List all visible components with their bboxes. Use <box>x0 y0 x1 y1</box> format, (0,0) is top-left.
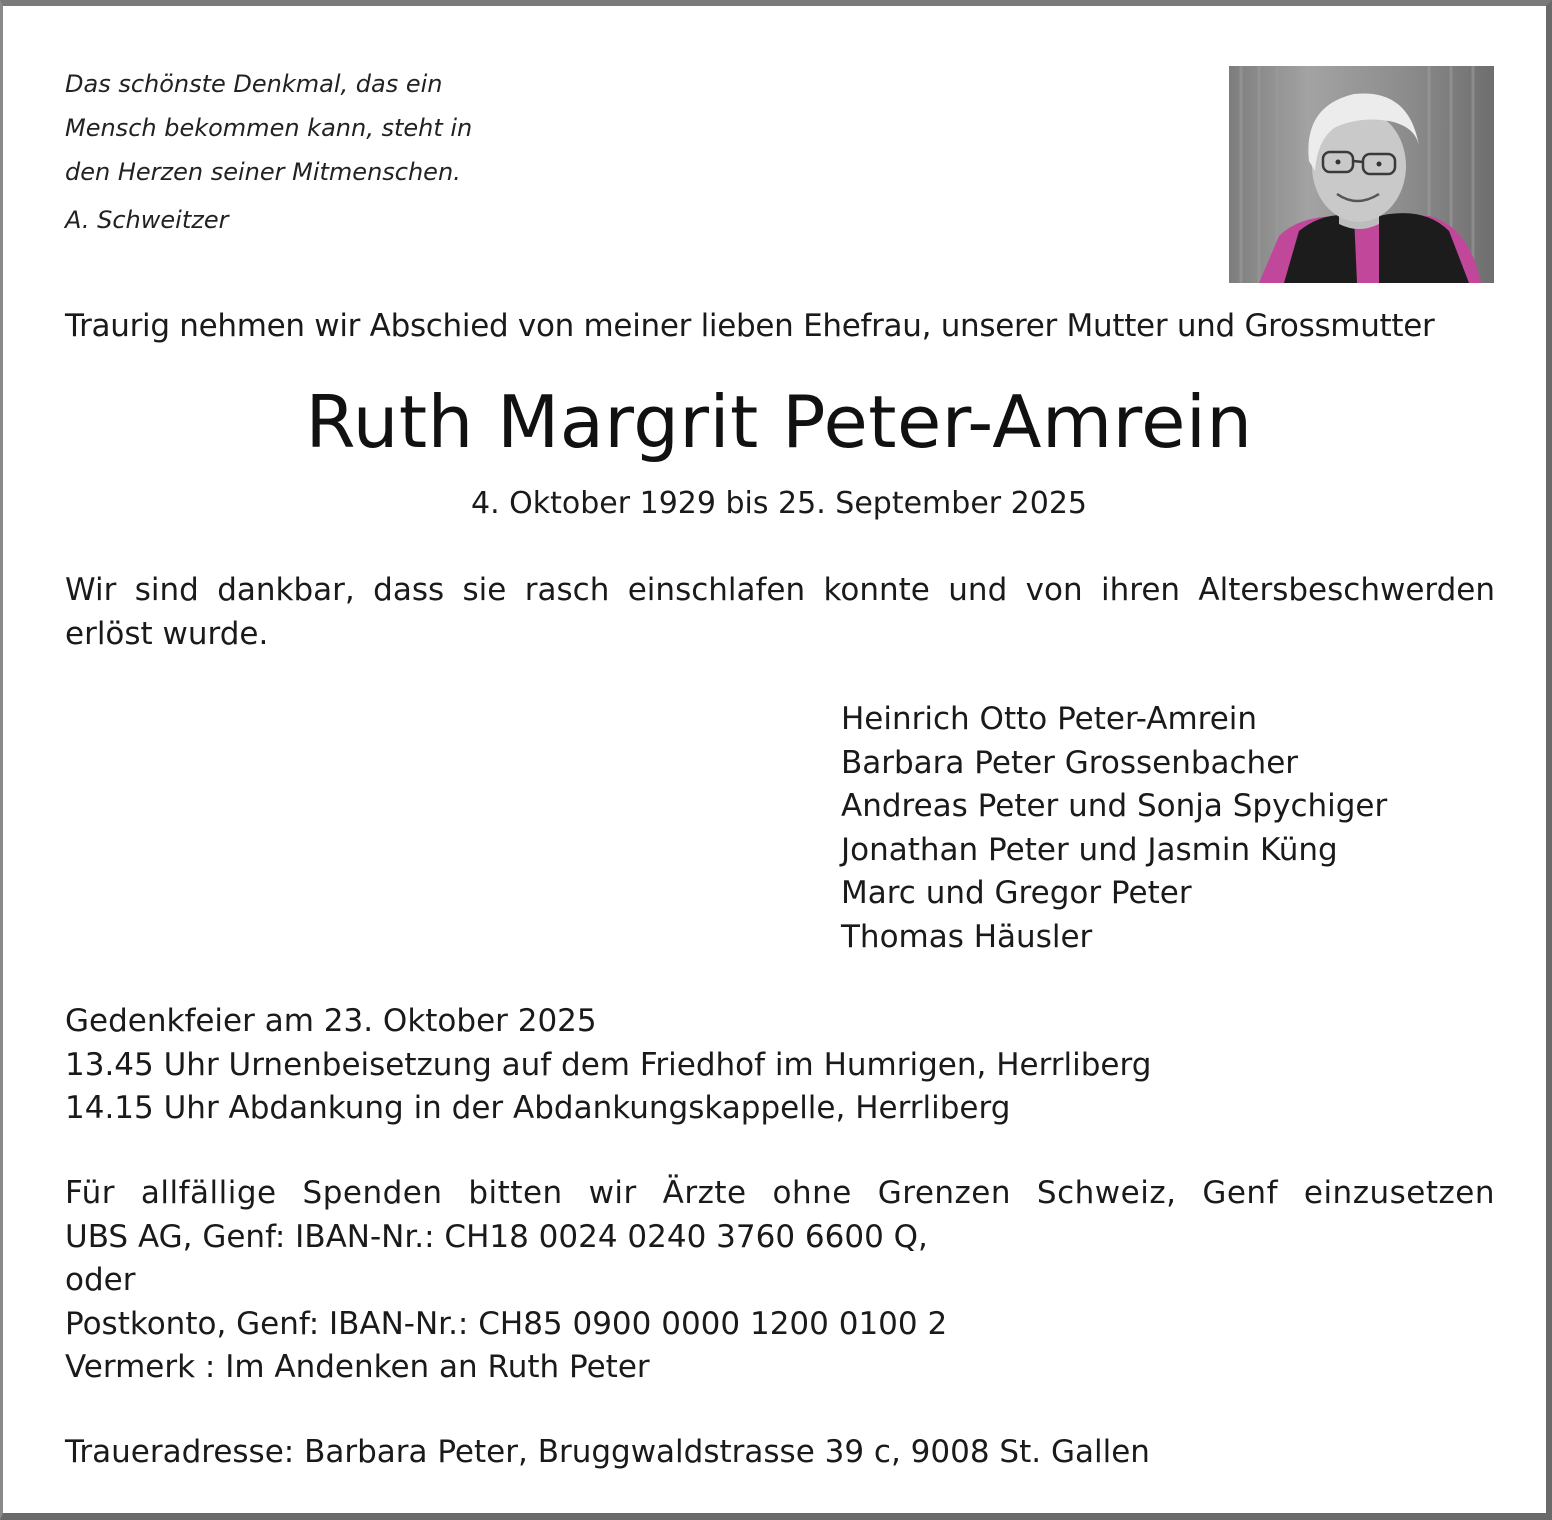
mourning-address: Traueradresse: Barbara Peter, Bruggwaldstrasse 39 c, 9008 St. Gallen <box>65 1434 1150 1470</box>
mourner-name: Marc und Gregor Peter <box>841 875 1192 911</box>
quote-line: den Herzen seiner Mitmenschen. <box>65 158 461 186</box>
mourner-name: Heinrich Otto Peter-Amrein <box>841 701 1258 737</box>
portrait-photo <box>1229 66 1494 283</box>
mourner-name: Jonathan Peter und Jasmin Küng <box>841 831 1338 868</box>
thanks-text: Wir sind dankbar, dass sie rasch einschlafen konnte und von ihren Altersbeschwerden erlöst wurde. <box>65 572 1495 652</box>
quote-line: Das schönste Denkmal, das ein <box>65 70 443 98</box>
mourner-name: Barbara Peter Grossenbacher <box>841 744 1299 781</box>
donations-info <box>65 1172 1495 1390</box>
donations-note: Vermerk : Im Andenken an Ruth Peter <box>65 1349 650 1385</box>
donations-or: oder <box>65 1262 136 1298</box>
mourner-name: Thomas Häusler <box>841 918 1093 955</box>
quote-author: A. Schweitzer <box>65 206 229 234</box>
ceremony-info <box>65 1000 1495 1131</box>
service-time: 14.15 Uhr Abdankung in der Abdankungskappelle, Herrliberg <box>65 1090 1011 1126</box>
ceremony-date: Gedenkfeier am 23. Oktober 2025 <box>65 1003 597 1039</box>
donations-intro: Für allfällige Spenden bitten wir Ärzte ohne Grenzen Schweiz, Genf einzusetzen <box>65 1175 1495 1211</box>
mourner-name: Andreas Peter und Sonja Spychiger <box>841 788 1388 824</box>
portrait-illustration <box>1229 66 1494 283</box>
mourners-list <box>841 698 1501 959</box>
urn-burial-time: 13.45 Uhr Urnenbeisetzung auf dem Friedhof im Humrigen, Herrliberg <box>65 1046 1152 1083</box>
bank-account-postkonto: Postkonto, Genf: IBAN-Nr.: CH85 0900 0000 1200 0100 2 <box>65 1305 948 1342</box>
quote-line: Mensch bekommen kann, steht in <box>65 114 473 142</box>
deceased-name: Ruth Margrit Peter-Amrein <box>305 380 1253 464</box>
memorial-quote <box>65 62 545 194</box>
bank-account-ubs: UBS AG, Genf: IBAN-Nr.: CH18 0024 0240 3760 6600 Q, <box>65 1218 928 1255</box>
intro-text: Traurig nehmen wir Abschied von meiner lieben Ehefrau, unserer Mutter und Grossmutter <box>65 308 1435 344</box>
life-dates: 4. Oktober 1929 bis 25. September 2025 <box>470 486 1087 521</box>
